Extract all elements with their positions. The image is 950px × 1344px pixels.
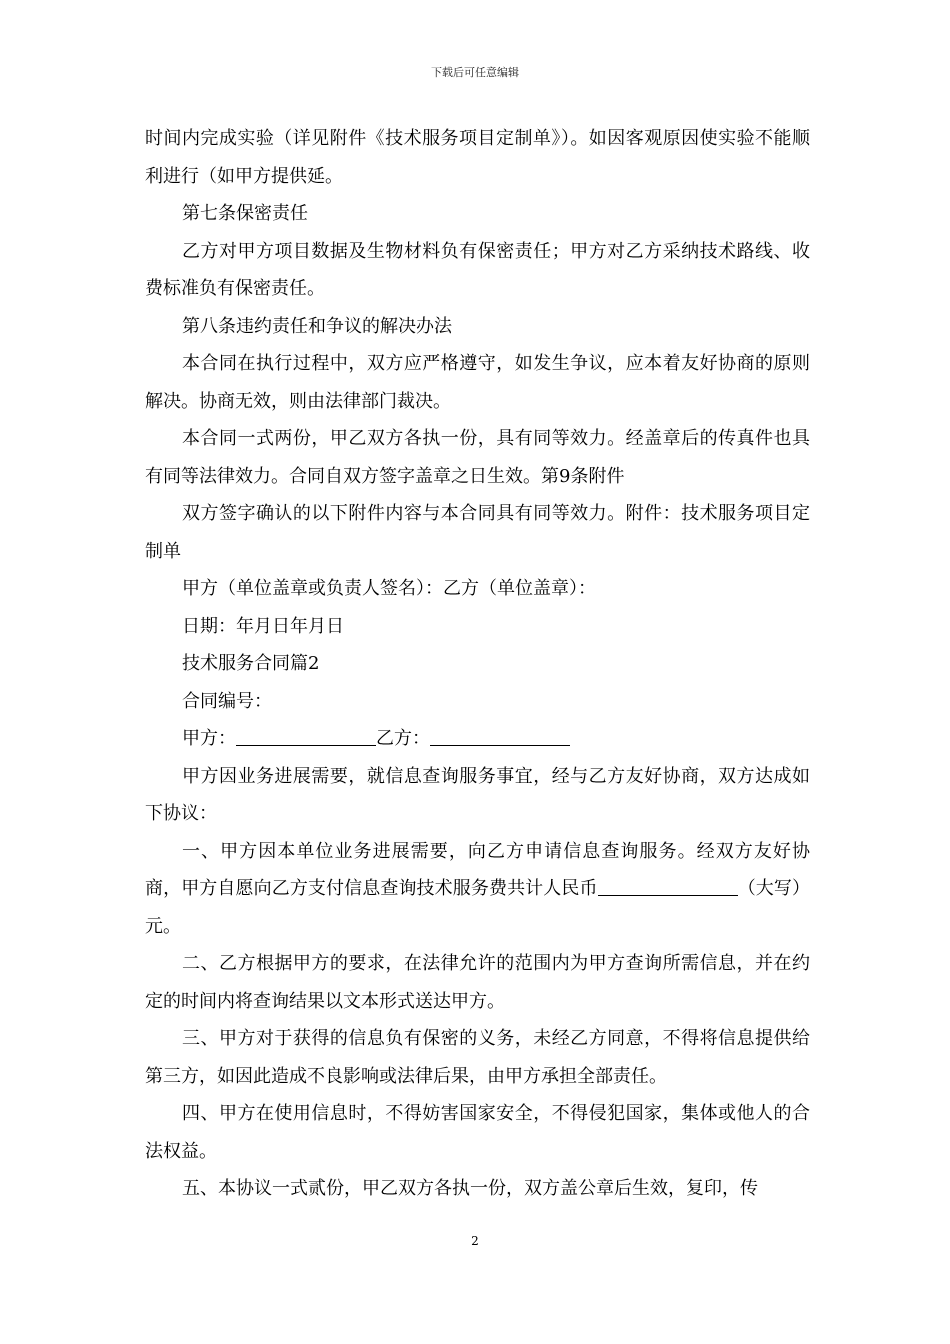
- clause-1-tail: （大写）元。: [145, 878, 811, 937]
- clause-4: 四、甲方在使用信息时，不得妨害国家安全，不得侵犯国家，集体或他人的合法权益。: [145, 1103, 810, 1162]
- paragraph-6: 双方签字确认的以下附件内容与本合同具有同等效力。附件：技术服务项目定制单: [145, 503, 810, 562]
- party-a-label: 甲方：: [182, 728, 236, 749]
- clause-1-text: 一、甲方因本单位业务进展需要，向乙方申请信息查询服务。经双方友好协商，甲方自愿向乙方支付信息查询技术服务费共计人民币: [145, 840, 810, 899]
- amount-blank: [598, 879, 738, 896]
- party-a-blank: [236, 729, 376, 746]
- paragraph-2: 乙方对甲方项目数据及生物材料负有保密责任；甲方对乙方采纳技术路线、收费标准负有保密责任。: [145, 240, 810, 299]
- clause-2: 二、乙方根据甲方的要求，在法律允许的范围内为甲方查询所需信息，并在约定的时间内将查询结果以文本形式送达甲方。: [145, 953, 810, 1012]
- paragraph-10: 合同编号：: [182, 690, 272, 712]
- paragraph-5: 本合同一式两份，甲乙双方各执一份，具有同等效力。经盖章后的传真件也具有同等法律效力。合同自双方签字盖章之日生效。第9条附件: [145, 428, 810, 487]
- paragraph-3: 第八条违约责任和争议的解决办法: [182, 315, 452, 337]
- paragraph-9: 技术服务合同篇2: [182, 653, 320, 674]
- parties-line: [145, 720, 810, 758]
- document-body: [145, 120, 810, 1208]
- paragraph-8: 日期：年月日年月日: [182, 615, 344, 637]
- paragraph-1: 第七条保密责任: [182, 203, 308, 224]
- paragraph-7: 甲方（单位盖章或负责人签名）：乙方（单位盖章）：: [182, 578, 596, 599]
- clause-3: 三、甲方对于获得的信息负有保密的义务，未经乙方同意，不得将信息提供给第三方，如因此造成不良影响或法律后果，由甲方承担全部责任。: [145, 1028, 810, 1087]
- party-b-label: 乙方：: [376, 728, 430, 749]
- paragraph-4: 本合同在执行过程中，双方应严格遵守，如发生争议，应本着友好协商的原则解决。协商无效，则由法律部门裁决。: [145, 353, 810, 412]
- paragraph-agreement-intro: 甲方因业务进展需要，就信息查询服务事宜，经与乙方友好协商，双方达成如下协议：: [145, 765, 810, 824]
- clause-5: 五、本协议一式贰份，甲乙双方各执一份，双方盖公章后生效，复印，传: [182, 1178, 758, 1199]
- page-number: 2: [471, 1234, 479, 1248]
- clause-1: [145, 833, 810, 946]
- paragraph-0: 时间内完成实验（详见附件《技术服务项目定制单》）。如因客观原因使实验不能顺利进行（如甲方提供延。: [145, 128, 810, 187]
- party-b-blank: [430, 729, 570, 746]
- page-header: 下载后可任意编辑: [431, 66, 519, 79]
